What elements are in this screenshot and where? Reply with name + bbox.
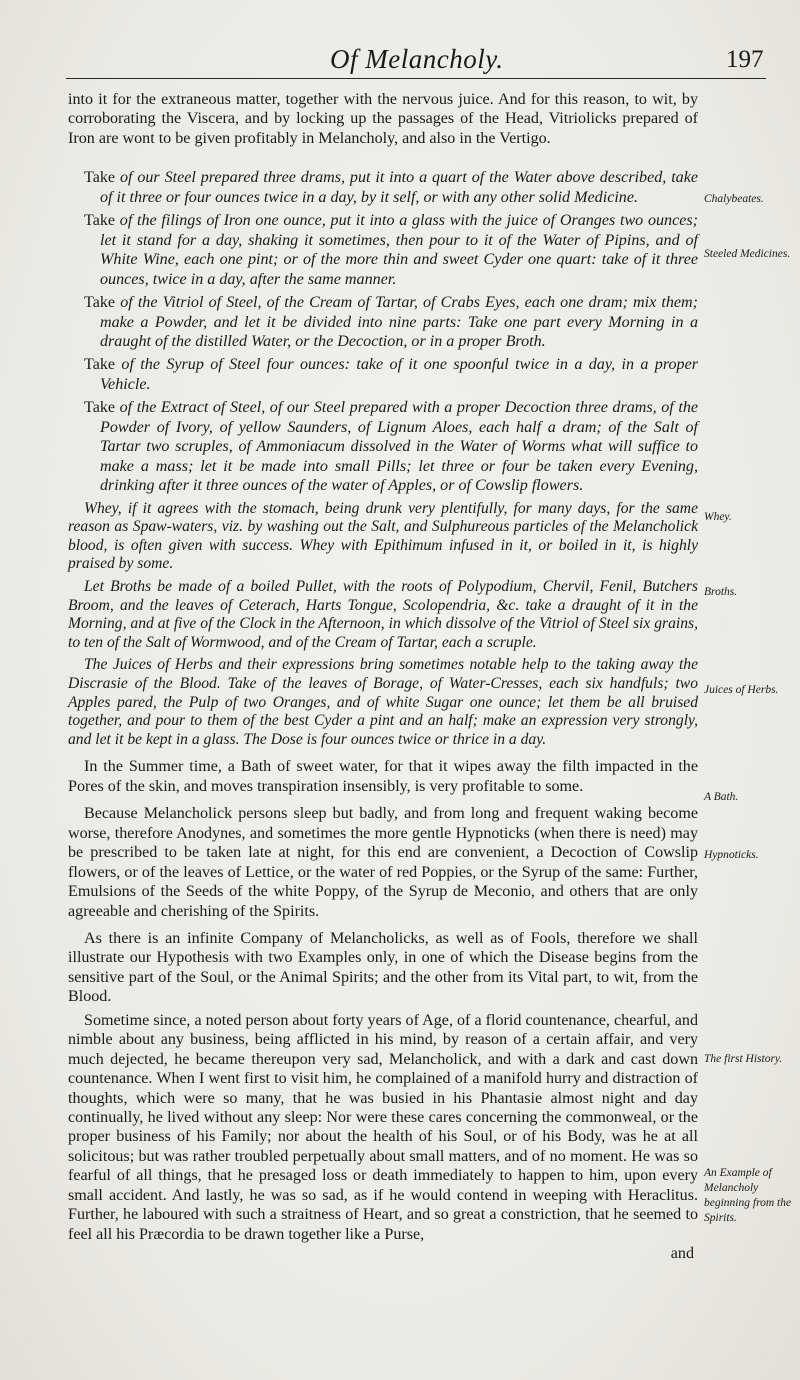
- paragraph: Because Melancholick persons sleep but badly, and from long and frequent waking become worse, therefore Anodynes, and sometimes the more gentle Hypnoticks (when there is need) may be prescribed to be taken late at night, for this end are convenient, a Decoction of Cowslip flowers, or of the leaves of Lettice, or the water of red Poppies, or the Syrup of the same: Further, Emulsions of the Seeds of the white Poppy, of the Syrup de Meconio, and others that are only agreeable and cherishing of the Spirits.: [68, 805, 698, 920]
- paragraph: Let Broths be made of a boiled Pullet, with the roots of Polypodium, Chervil, Fenil, Butchers Broom, and the leaves of Ceterach, Harts Tongue, Scolopendria, &c. take a draught of it in the Morning, and at five of the Clock in the Afternoon, in which dissolve of the Vitriol of Steel six grains, to ten of the Salt of Wormwood, and of the Cream of Tartar, each a scruple.: [68, 577, 698, 651]
- recipe-text: of the Extract of Steel, of our Steel prepared with a proper Decoction three drams, of the Powder of Ivory, of yellow Saunders, of Lignum Aloes, each half a dram; of the Salt of Tartar two scruples, of Ammoniacum dissolved in the Water of Worms what will suffice to make a mass; let it be made into small Pills; let three or four be taken every Evening, drinking after it three ounces of the water of Apples, or of Cowslip flowers.: [100, 399, 699, 495]
- margin-note: An Example of Melancholy beginning from the Spirits.: [704, 1167, 792, 1224]
- margin-note: Juices of Herbs.: [704, 684, 779, 696]
- recipe-text: of the Vitriol of Steel, of the Cream of Tartar, of Crabs Eyes, each one dram; mix them; make a Powder, and let it be divided into nine parts: Take one part every Morning in a draught of the distilled Water, or the Decoction, or in a proper Broth.: [100, 294, 698, 350]
- paragraph: Whey, if it agrees with the stomach, being drunk very plentifully, for many days, for the same reason as Spaw-waters, viz. by washing out the Salt, and Sulphureous particles of the Melancholick blood, is often given with success. Whey with Epithimum infused in it, or boiled in it, is highly praised by some.: [68, 499, 698, 573]
- margin-note: Chalybeates.: [704, 193, 764, 205]
- page-number: 197: [726, 46, 764, 73]
- margin-note: Hypnoticks.: [704, 849, 759, 861]
- margin-note: Steeled Medicines.: [704, 248, 791, 260]
- body-text: [68, 90, 698, 1264]
- recipe-paragraph: [68, 398, 698, 495]
- recipe-keyword: Take: [84, 356, 116, 374]
- paragraph: The Juices of Herbs and their expressions bring sometimes notable help to the taking away the Discrasie of the Blood. Take of the leaves of Borage, of Water-Cresses, each six handfuls; two Apples pared, the Pulp of two Oranges, and of white Sugar one ounce; let them be all bruised together, and pour to them of the best Cyder a pint and an half; make an expression very strongly, and let it be kept in a glass. The Dose is four ounces twice or thrice in a day.: [68, 656, 698, 748]
- page-header: [0, 38, 800, 82]
- recipe-paragraph: [68, 355, 698, 394]
- paragraph: In the Summer time, a Bath of sweet water, for that it wipes away the filth impacted in the Pores of the skin, and moves transpiration insensibly, is very profitable to some.: [68, 758, 698, 795]
- recipe-keyword: Take: [84, 169, 116, 187]
- recipe-paragraph: [68, 293, 698, 351]
- running-title: Of Melancholy.: [330, 44, 504, 74]
- recipe-text: of the Syrup of Steel four ounces: take of it one spoonful twice in a day, in a proper Vehicle.: [100, 356, 698, 393]
- margin-note: The first History.: [704, 1053, 783, 1065]
- paragraph: into it for the extraneous matter, together with the nervous juice. And for this reason, to wit, by corroborating the Viscera, and by locking up the passages of the Head, Vitriolicks prepared of Iron are wont to be given profitably in Melancholy, and also in the Vertigo.: [68, 91, 698, 147]
- recipe-text: of our Steel prepared three drams, put it into a quart of the Water above described, take of it three or four ounces twice in a day, by it self, or with any other solid Medicine.: [100, 169, 699, 206]
- recipe-keyword: Take: [84, 294, 116, 312]
- catchword: and: [670, 1245, 694, 1263]
- recipe-keyword: Take: [84, 212, 116, 230]
- recipe-keyword: Take: [84, 399, 116, 417]
- header-rule: [66, 78, 766, 79]
- margin-note: Whey.: [704, 511, 732, 523]
- recipe-text: of the filings of Iron one ounce, put it into a glass with the juice of Oranges two ounces; let it stand for a day, shaking it sometimes, then pour to it of the Water of Pipins, and of White Wine, each one pint; or of the more thin and sweet Cyder one quart: take of it three ounces, twice in a day, after the same manner.: [100, 212, 698, 288]
- margin-note: Broths.: [704, 586, 738, 598]
- recipe-paragraph: [68, 168, 698, 207]
- recipe-paragraph: [68, 211, 698, 289]
- paragraph: Sometime since, a noted person about forty years of Age, of a florid countenance, chearful, and nimble about any business, being afflicted in his mind, by reason of a certain affair, and very much dejected, he became thereupon very sad, Melancholick, and with a dark and cast down countenance. When I went first to visit him, he complained of a manifold hurry and distraction of thoughts, which were so many, that he was busied in his Phantasie almost night and day continually, he lived without any sleep: Nor were these cares concerning the commonweal, or the proper business of his Family; nor about the health of his Soul, or of his Body, was he at all solicitous; but was rather troubled perpetually about small matters, and of no moment. He was so fearful of all things, that he presaged loss or death immediately to happen to him, upon every small accident. And lastly, he was so sad, as if he would contend in weeping with Heraclitus. Further, he laboured with such a straitness of Heart, and so great a constriction, that he seemed to feel all his Præcordia to be drawn together like a Purse,: [68, 1011, 698, 1243]
- paragraph: As there is an infinite Company of Melancholicks, as well as of Fools, therefore we shall illustrate our Hypothesis with two Examples only, in one of which the Disease begins from the sensitive part of the Soul, or the Animal Spirits; and the other from its Vital part, to wit, from the Blood.: [68, 929, 698, 1006]
- margin-note: A Bath.: [704, 791, 739, 803]
